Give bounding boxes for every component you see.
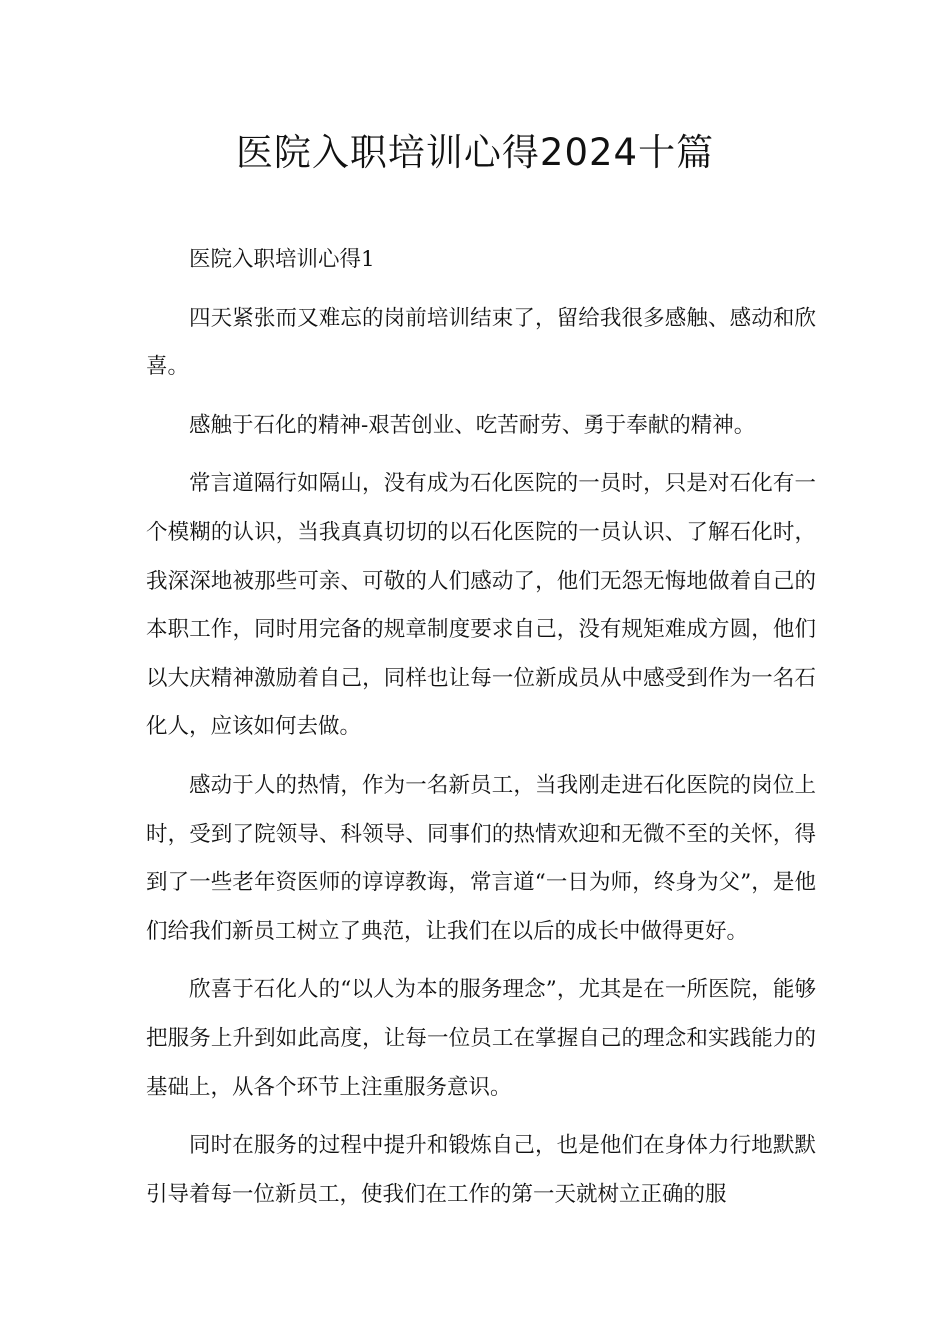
paragraph: 同时在服务的过程中提升和锻炼自己，也是他们在身体力行地默默引导着每一位新员工，使我们在工作的第一天就树立正确的服	[146, 1133, 816, 1207]
document-body	[146, 236, 816, 1229]
document-title: 医院入职培训心得2024十篇	[235, 131, 715, 174]
paragraph: 常言道隔行如隔山，没有成为石化医院的一员时，只是对石化有一个模糊的认识，当我真真切切的以石化医院的一员认识、了解石化时，我深深地被那些可亲、可敬的人们感动了，他们无怨无悔地做着自己的本职工作，同时用完备的规章制度要求自己，没有规矩难成方圆，他们以大庆精神激励着自己，同样也让每一位新成员从中感受到作为一名石化人，应该如何去做。	[146, 471, 816, 740]
paragraph: 感动于人的热情，作为一名新员工，当我刚走进石化医院的岗位上时，受到了院领导、科领导、同事们的热情欢迎和无微不至的关怀，得到了一些老年资医师的谆谆教诲，常言道“一日为师，终身为父”，是他们给我们新员工树立了典范，让我们在以后的成长中做得更好。	[146, 772, 816, 944]
paragraph: 四天紧张而又难忘的岗前培训结束了，留给我很多感触、感动和欣喜。	[146, 305, 816, 380]
section-subtitle: 医院入职培训心得1	[189, 247, 375, 272]
paragraph: 欣喜于石化人的“以人为本的服务理念”，尤其是在一所医院，能够把服务上升到如此高度，让每一位员工在掌握自己的理念和实践能力的基础上，从各个环节上注重服务意识。	[146, 977, 816, 1100]
paragraph: 感触于石化的精神-艰苦创业、吃苦耐劳、勇于奉献的精神。	[189, 412, 756, 438]
